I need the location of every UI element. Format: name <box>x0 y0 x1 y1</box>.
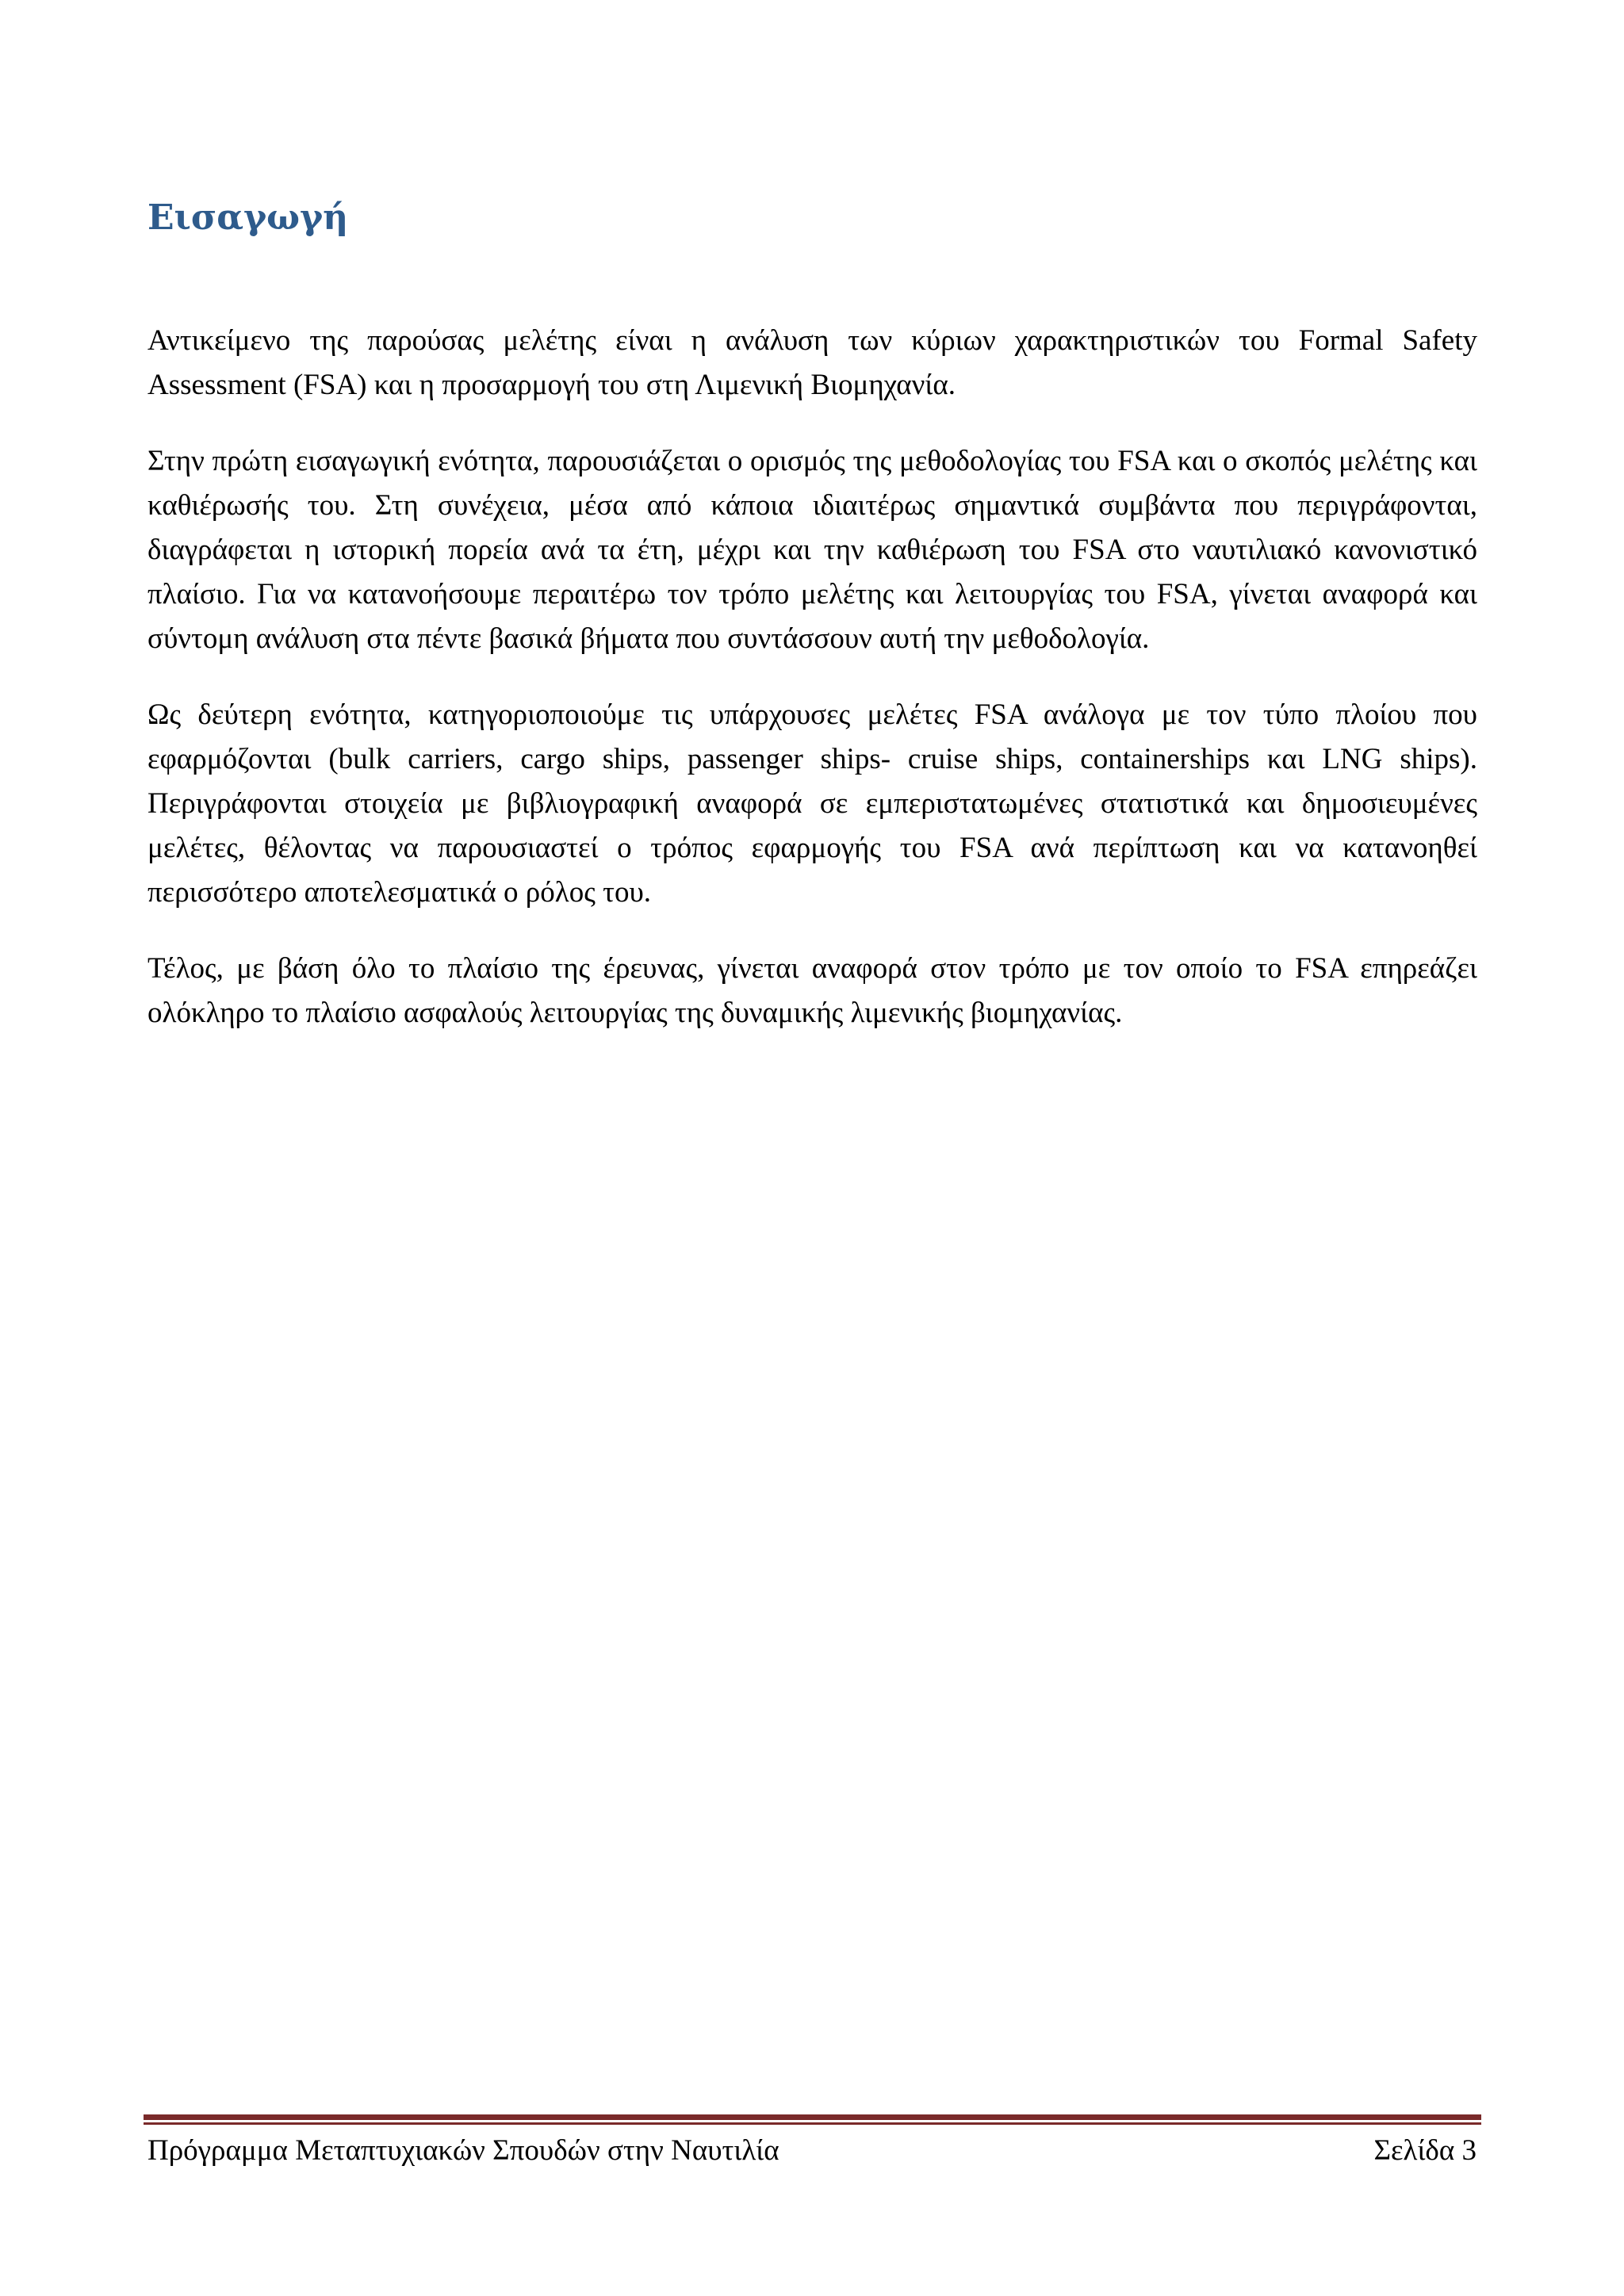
footer-rule-thick <box>144 2114 1481 2120</box>
footer-rule-thin <box>144 2122 1481 2125</box>
paragraph-1: Αντικείμενο της παρούσας μελέτης είναι η ανάλυση των κύριων χαρακτηριστικών του Formal Safety Assessment (FSA) και η προσαρμογή του στη Λιμενική Βιομηχανία. <box>147 324 1477 401</box>
paragraph-4: Τέλος, με βάση όλο το πλαίσιο της έρευνας, γίνεται αναφορά στον τρόπο με τον οποίο το FSA επηρεάζει ολόκληρο το πλαίσιο ασφαλούς λειτουργίας της δυναμικής λιμενικής βιομηχανίας. <box>147 952 1477 1029</box>
footer-rule <box>144 2114 1481 2126</box>
body-text <box>147 319 1477 1067</box>
paragraph-3: Ως δεύτερη ενότητα, κατηγοριοποιούμε τις υπάρχουσες μελέτες FSA ανάλογα με τον τύπο πλοίου που εφαρμόζονται (bulk carriers, cargo ships, passenger ships- cruise ships, containerships και LNG ships). Περιγράφονται στοιχεία με βιβλιογραφική αναφορά σε εμπεριστατωμένες στατιστικά και δημοσιευμένες μελέτες, θέλοντας να παρουσιαστεί ο τρόπος εφαρμογής του FSA ανά περίπτωση και να κατανοηθεί περισσότερο αποτελεσματικά ο ρόλος του. <box>147 698 1477 909</box>
footer-page-number: Σελίδα 3 <box>1373 2134 1477 2167</box>
section-heading: Εισαγωγή <box>147 197 349 238</box>
footer-program-title: Πρόγραμμα Μεταπτυχιακών Σπουδών στην Ναυτιλία <box>147 2134 779 2167</box>
paragraph-2: Στην πρώτη εισαγωγική ενότητα, παρουσιάζεται ο ορισμός της μεθοδολογίας του FSA και ο σκοπός μελέτης και καθιέρωσής του. Στη συνέχεια, μέσα από κάποια ιδιαιτέρως σημαντικά συμβάντα που περιγράφονται, διαγράφεται η ιστορική πορεία ανά τα έτη, μέχρι και την καθιέρωση του FSA στο ναυτιλιακό κανονιστικό πλαίσιο. Για να κατανοήσουμε περαιτέρω τον τρόπο μελέτης και λειτουργίας του FSA, γίνεται αναφορά και σύντομη ανάλυση στα πέντε βασικά βήματα που συντάσσουν αυτή την μεθοδολογία. <box>147 445 1477 655</box>
